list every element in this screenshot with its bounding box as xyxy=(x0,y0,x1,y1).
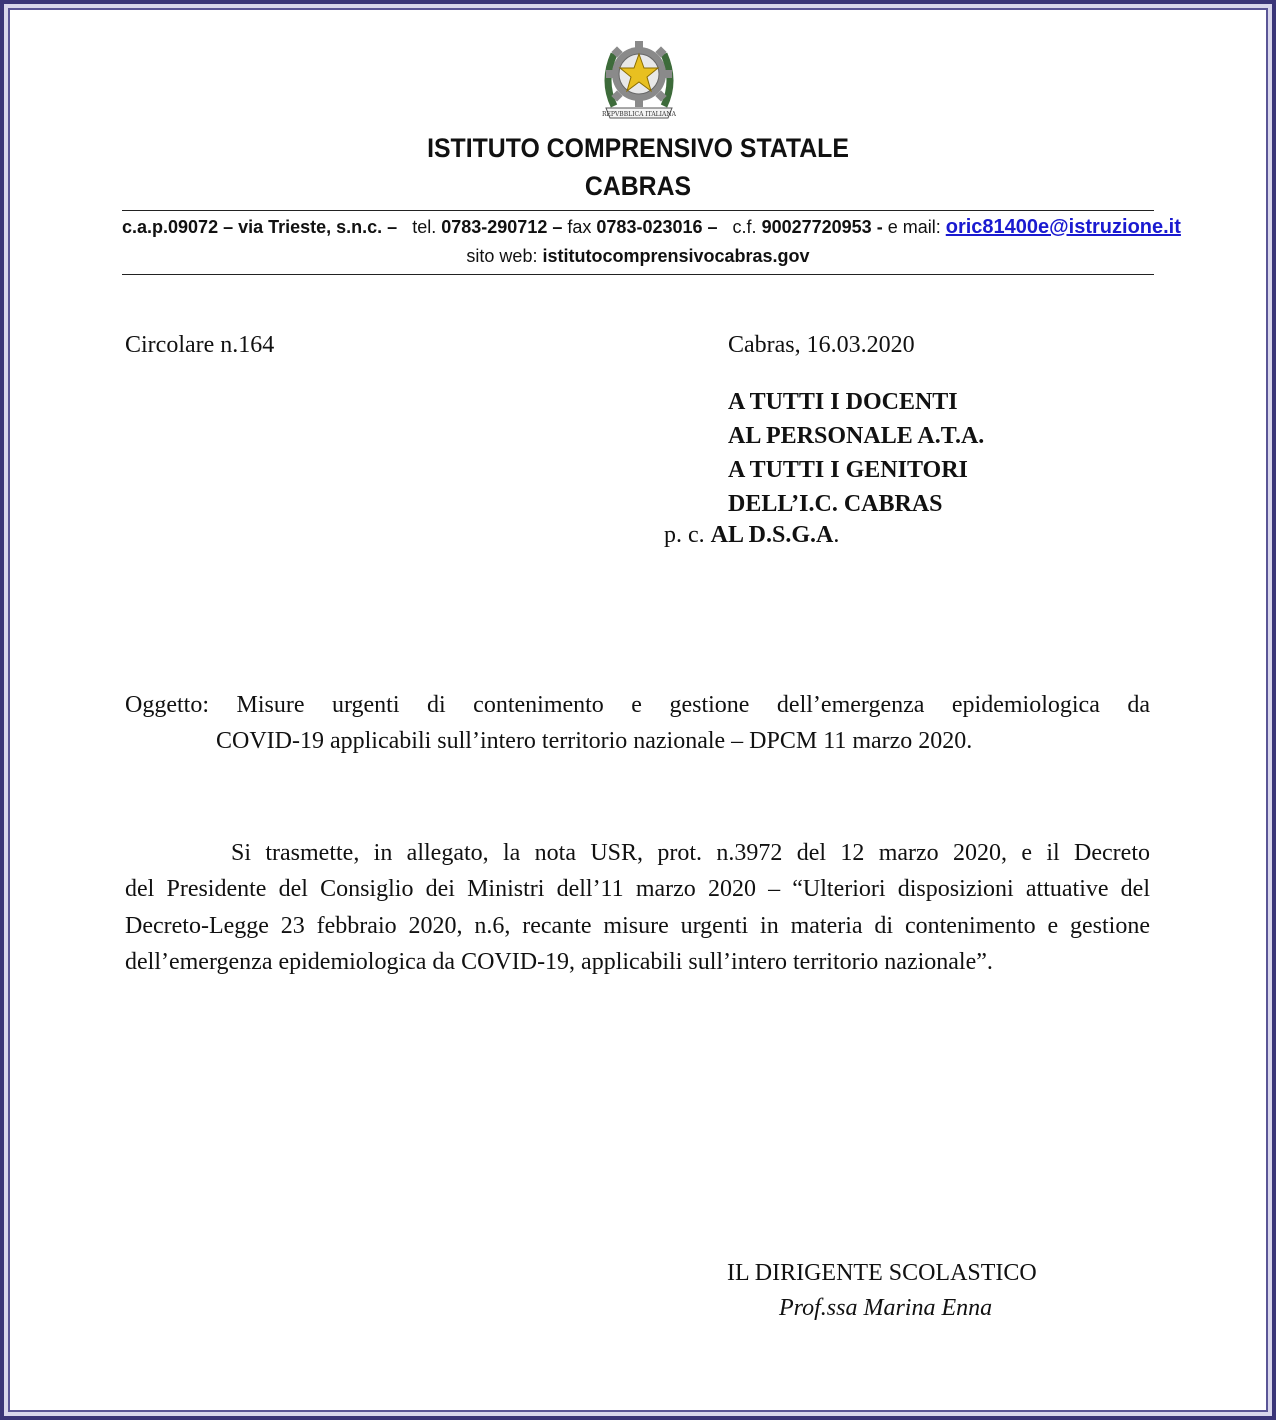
italian-republic-emblem-icon xyxy=(600,36,678,126)
pc-line xyxy=(664,522,839,549)
tel-label: tel. xyxy=(412,217,437,237)
contact-line xyxy=(122,216,1181,239)
website-line xyxy=(122,246,1154,267)
pc-prefix: p. c. xyxy=(664,522,705,548)
cf-label: c.f. xyxy=(732,217,757,237)
recipient-line: A TUTTI I DOCENTI xyxy=(728,389,958,415)
recipient-line: AL PERSONALE A.T.A. xyxy=(728,423,985,449)
email-label: e mail: xyxy=(887,217,941,237)
signature-name: Prof.ssa Marina Enna xyxy=(779,1295,993,1321)
web-address: istitutocomprensivocabras.gov xyxy=(542,246,810,266)
fax-label: fax xyxy=(567,217,592,237)
body-paragraph: del Presidente del Consiglio dei Ministri dell’11 marzo 2020 – “Ulteriori disposizioni attuative del Decreto-Legge 23 febbraio 2020, n.6, recante misure urgenti in materia di contenimento e gestione dell’emergenza epidemiologica da COVID-19, applicabili sull’intero territorio nazionale”. xyxy=(125,876,1150,975)
place-date: Cabras, 16.03.2020 xyxy=(728,332,915,358)
web-label: sito web: xyxy=(466,246,538,266)
subject-line-1: Oggetto: Misure urgenti di contenimento e gestione dell’emergenza epidemiologica da xyxy=(125,692,1150,718)
cf-number: 90027720953 - xyxy=(761,217,883,237)
email-link[interactable]: oric81400e@istruzione.it xyxy=(945,216,1181,238)
pc-suffix: . xyxy=(833,522,840,548)
subject-line-2: COVID-19 applicabili sull’intero territorio nazionale – DPCM 11 marzo 2020. xyxy=(216,728,973,754)
institute-city: CABRAS xyxy=(584,171,692,201)
header-rule-bottom xyxy=(122,274,1154,275)
institute-name: ISTITUTO COMPRENSIVO STATALE xyxy=(427,133,849,163)
fax-number: 0783-023016 – xyxy=(596,217,718,237)
recipient-line: A TUTTI I GENITORI xyxy=(728,457,968,483)
pc-recipient: AL D.S.G.A xyxy=(710,522,834,548)
recipient-line: DELL’I.C. CABRAS xyxy=(728,491,943,517)
svg-text:REPVBBLICA ITALIANA: REPVBBLICA ITALIANA xyxy=(602,111,676,118)
header-rule-top xyxy=(122,210,1154,211)
tel-number: 0783-290712 – xyxy=(441,217,563,237)
address: c.a.p.09072 – via Trieste, s.n.c. – xyxy=(122,217,398,237)
body-first-line: Si trasmette, in allegato, la nota USR, prot. n.3972 del 12 marzo 2020, e il Decreto xyxy=(231,840,1150,866)
recipients-block xyxy=(728,385,984,521)
circolare-number: Circolare n.164 xyxy=(125,332,275,358)
signature-title: IL DIRIGENTE SCOLASTICO xyxy=(727,1260,1037,1286)
